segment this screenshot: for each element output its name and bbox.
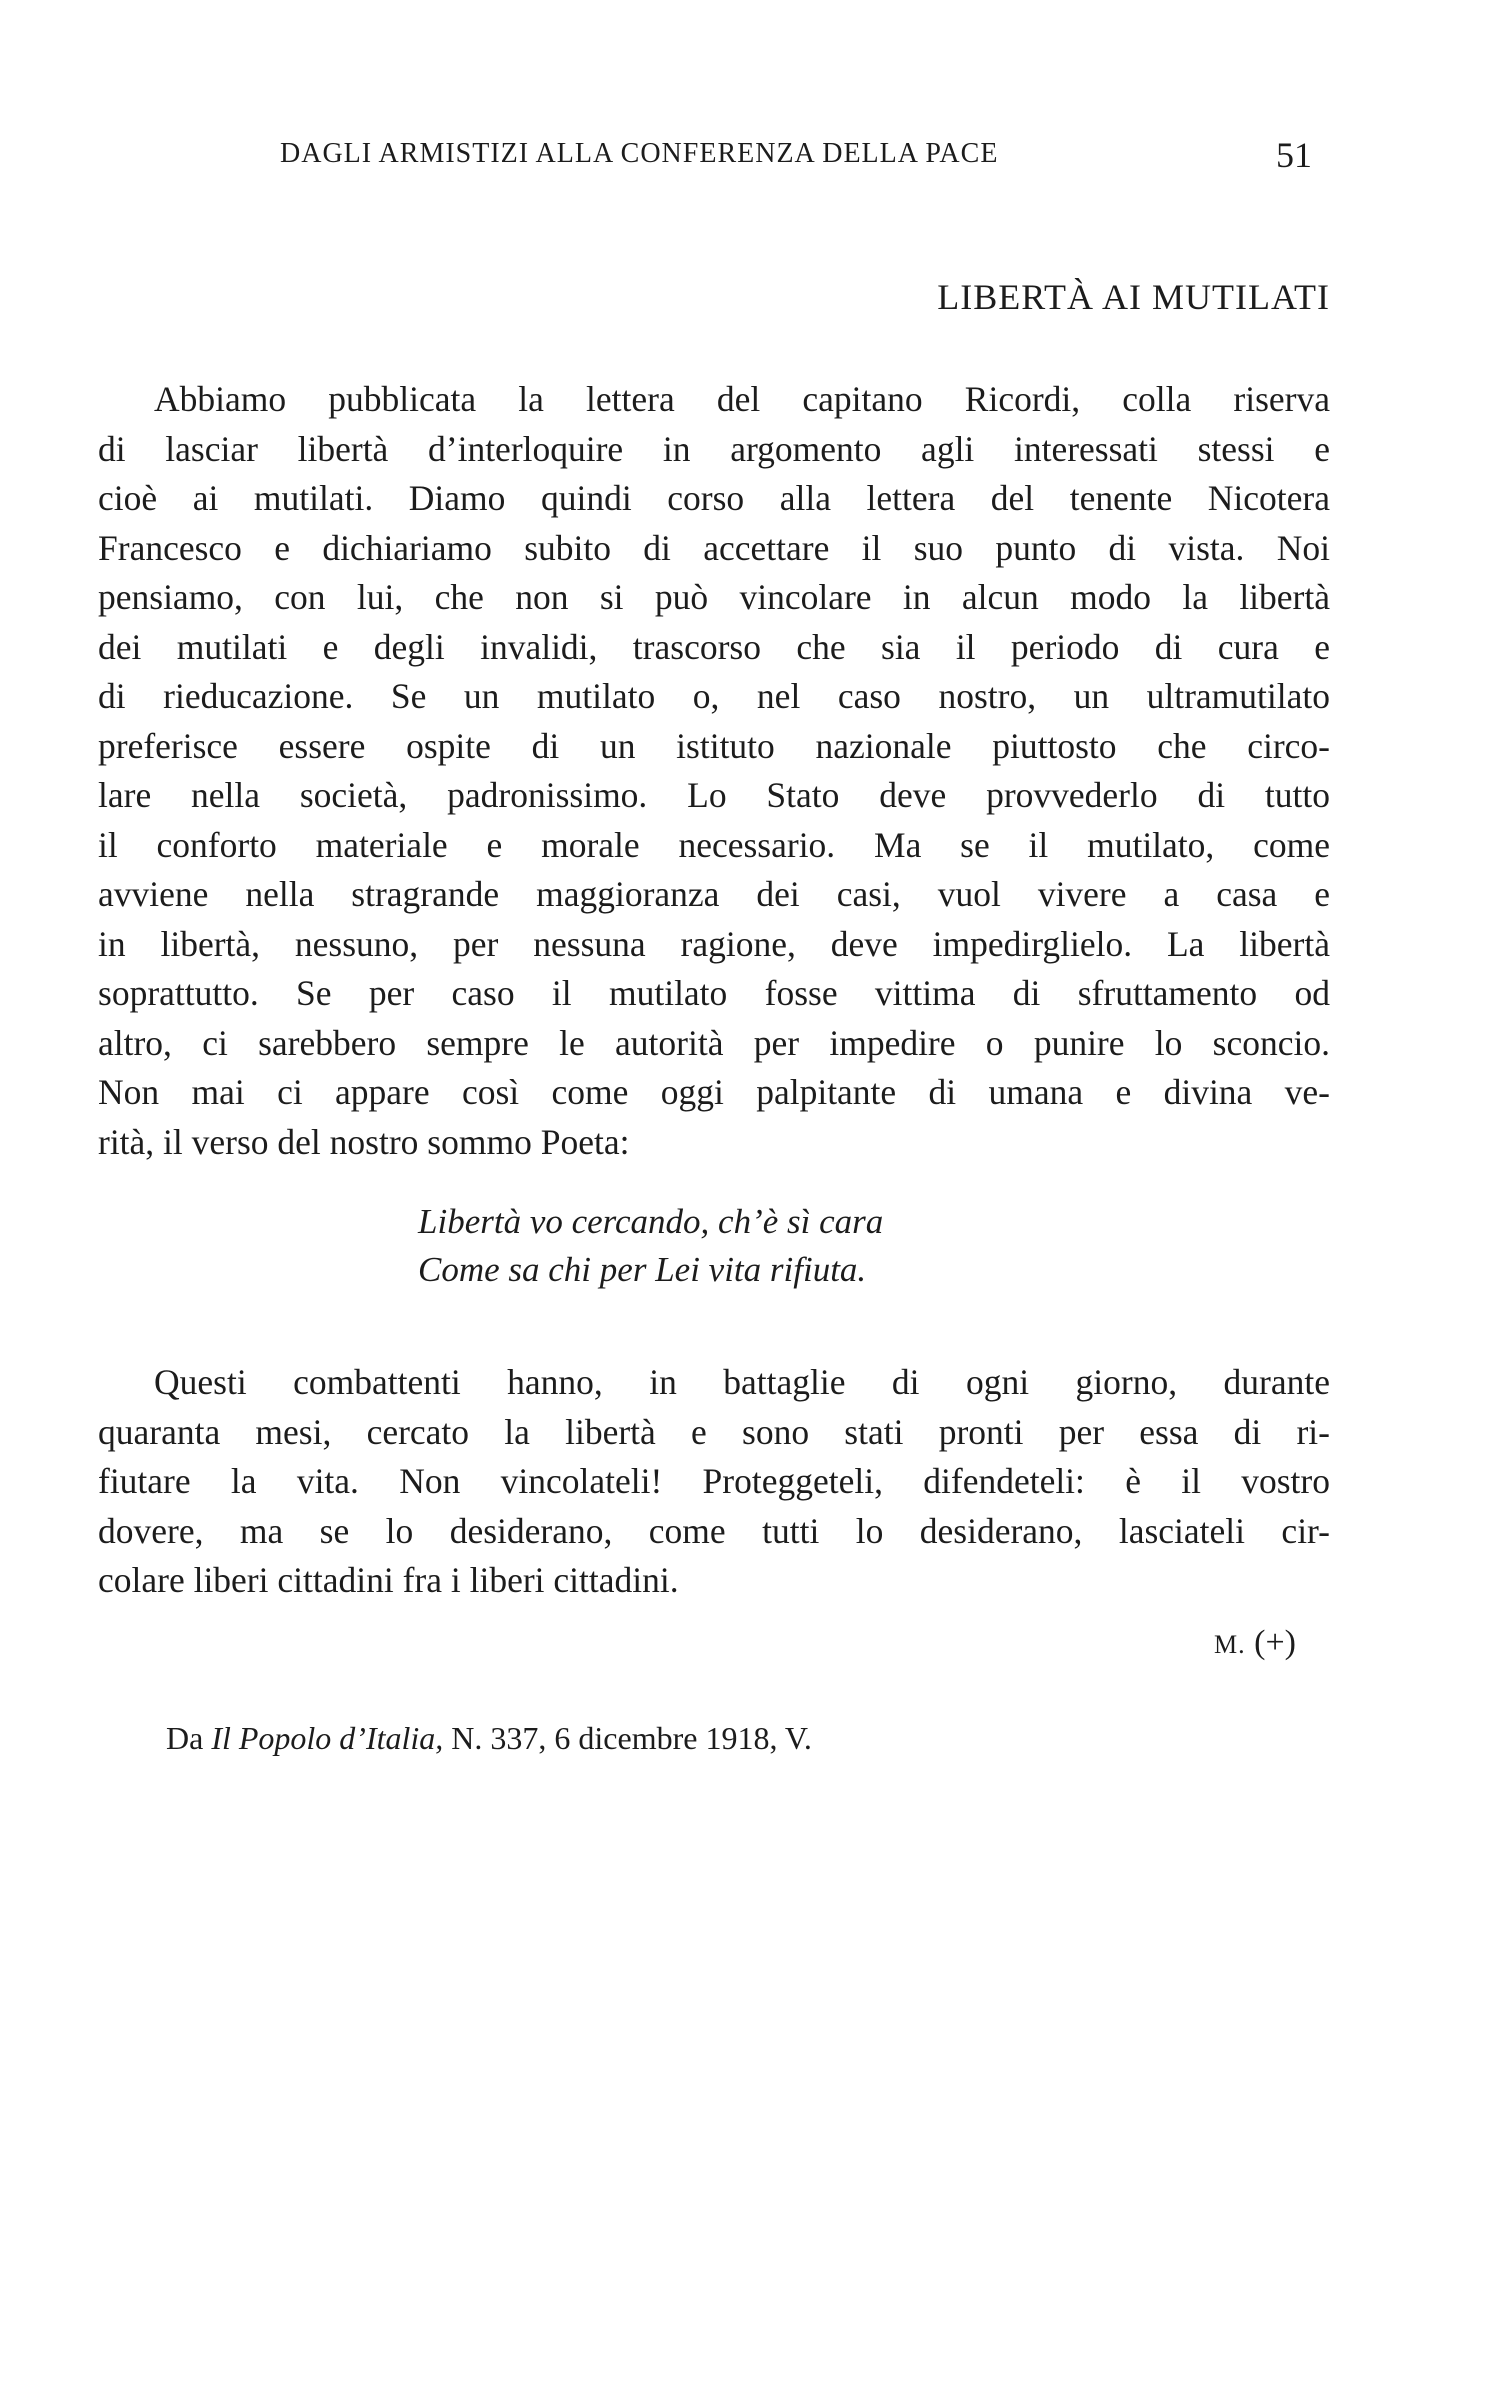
text-line: il conforto materiale e morale necessario. Ma se il mutilato, come [98, 824, 1330, 865]
text-line: Abbiamo pubblicata la lettera del capitano Ricordi, colla riserva [154, 379, 1330, 419]
source-citation [166, 1720, 812, 1757]
text-line: fiutare la vita. Non vincolateli! Proteggeteli, difendeteli: è il vostro [98, 1461, 1330, 1501]
text-line: avviene nella stragrande maggioranza dei casi, vuol vivere a casa e [98, 874, 1330, 914]
source-details: N. 337, 6 dicembre 1918, V. [443, 1720, 812, 1756]
text-line: Non mai ci appare così come oggi palpitante di umana e divina ve- [98, 1072, 1330, 1112]
text-line: in libertà, nessuno, per nessuna ragione, deve impedirglielo. La libertà [98, 923, 1330, 964]
source-prefix: Da [166, 1720, 212, 1756]
running-title: DAGLI ARMISTIZI ALLA CONFERENZA DELLA PACE [280, 138, 999, 169]
article-title: LIBERTÀ AI MUTILATI [937, 277, 1330, 317]
source-publication: Il Popolo d’Italia, [211, 1720, 444, 1756]
text-line: dovere, ma se lo desiderano, come tutti lo desiderano, lasciateli cir- [98, 1510, 1330, 1551]
text-line: soprattutto. Se per caso il mutilato fosse vittima di sfruttamento od [98, 973, 1330, 1013]
signature [1214, 1624, 1296, 1662]
text-line: altro, ci sarebbero sempre le autorità per impedire o punire lo sconcio. [98, 1022, 1330, 1063]
signature-initial: M. [1214, 1630, 1246, 1659]
verse-line: Libertà vo cercando, ch’è sì cara [418, 1202, 884, 1241]
text-line: quaranta mesi, cercato la libertà e sono stati pronti per essa di ri- [98, 1411, 1330, 1452]
text-line: Questi combattenti hanno, in battaglie di ogni giorno, durante [154, 1362, 1330, 1402]
text-line: rità, il verso del nostro sommo Poeta: [98, 1121, 630, 1162]
text-line: colare liberi cittadini fra i liberi cittadini. [98, 1560, 679, 1600]
verse-quote [418, 1198, 883, 1294]
text-line: di lasciar libertà d’interloquire in argomento agli interessati stessi e [98, 428, 1330, 469]
signature-mark: (+) [1254, 1624, 1296, 1661]
text-line: preferisce essere ospite di un istituto nazionale piuttosto che circo- [98, 725, 1330, 766]
text-line: lare nella società, padronissimo. Lo Stato deve provvederlo di tutto [98, 775, 1330, 815]
text-line: Francesco e dichiariamo subito di accettare il suo punto di vista. Noi [98, 527, 1330, 568]
text-line: cioè ai mutilati. Diamo quindi corso alla lettera del tenente Nicotera [98, 478, 1330, 518]
paragraph-1 [98, 375, 1330, 1167]
page-number: 51 [1276, 135, 1312, 175]
text-line: di rieducazione. Se un mutilato o, nel caso nostro, un ultramutilato [98, 676, 1330, 716]
paragraph-2 [98, 1358, 1330, 1606]
running-head [280, 135, 1312, 178]
text-line: dei mutilati e degli invalidi, trascorso che sia il periodo di cura e [98, 626, 1330, 667]
text-line: pensiamo, con lui, che non si può vincolare in alcun modo la libertà [98, 577, 1330, 617]
verse-line: Come sa chi per Lei vita rifiuta. [418, 1250, 867, 1289]
